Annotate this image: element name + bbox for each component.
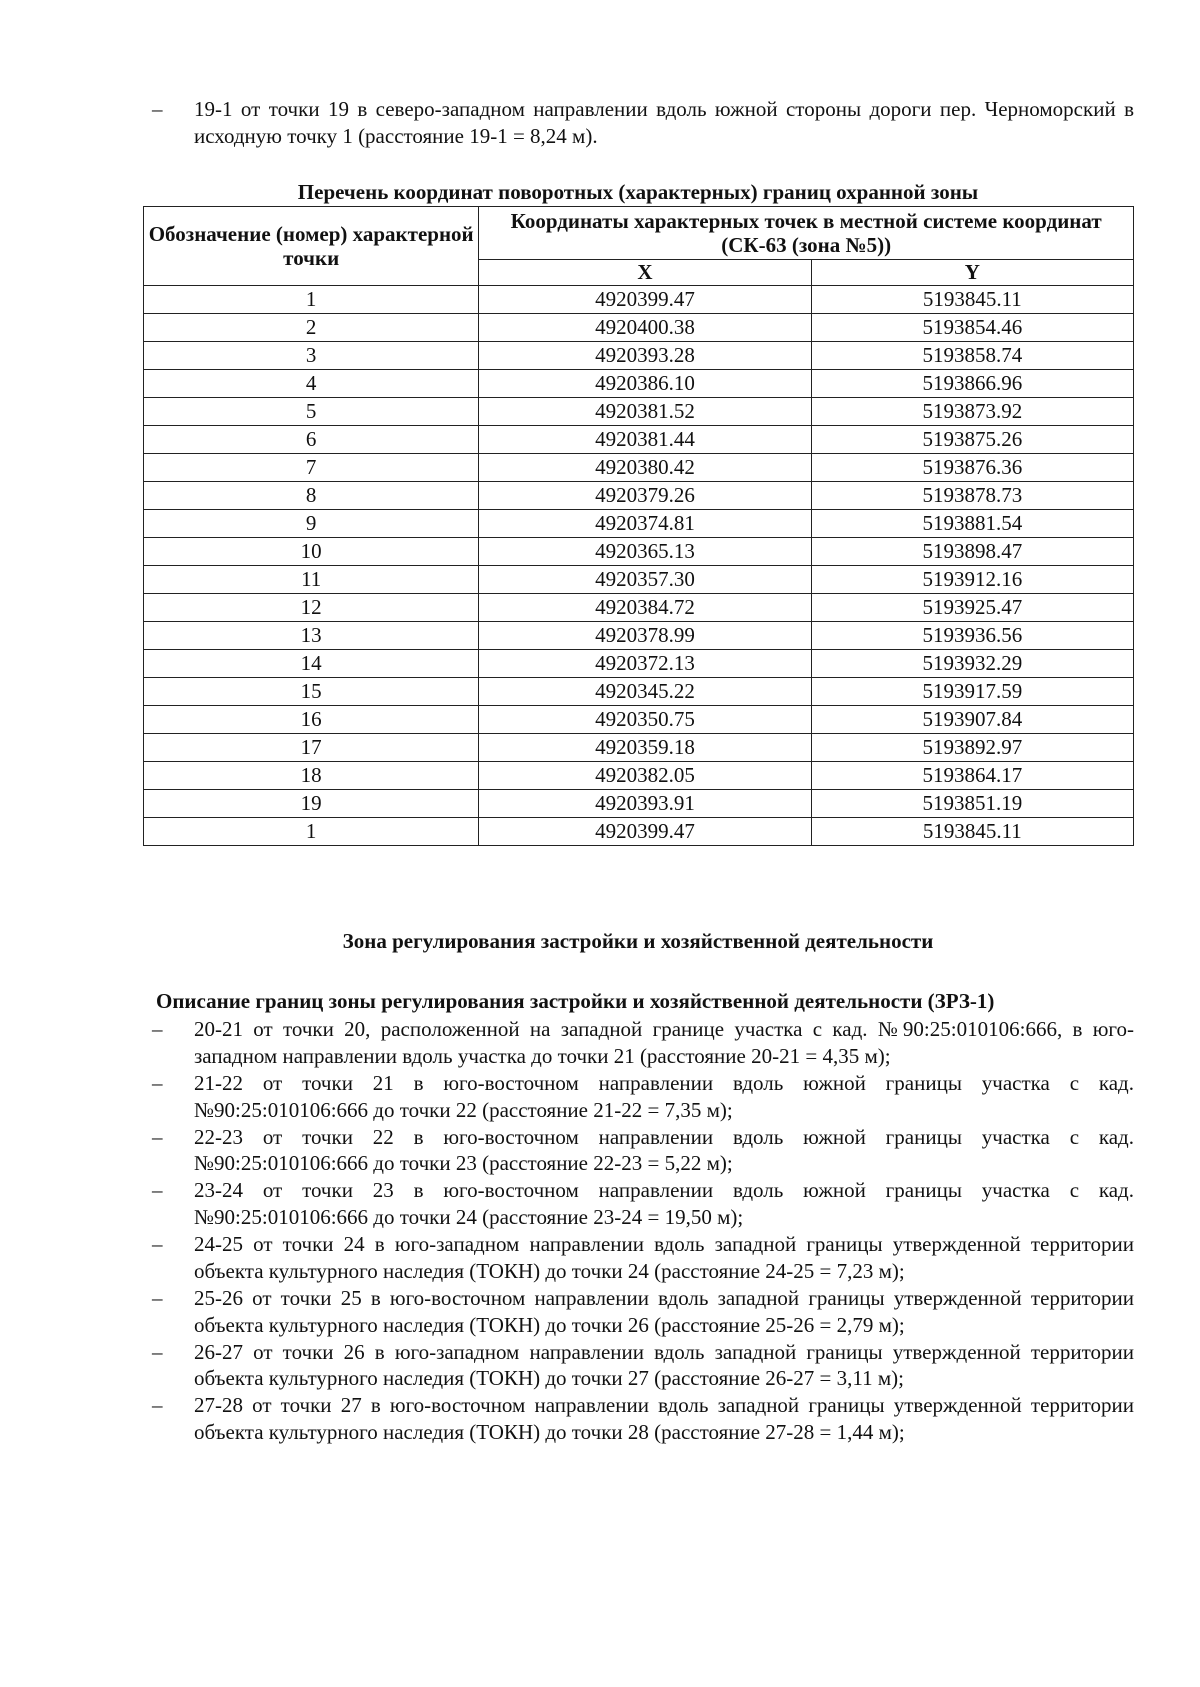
table-row xyxy=(144,538,1134,566)
list-item xyxy=(152,1070,1134,1124)
description-title: Описание границ зоны регулирования застройки и хозяйственной деятельности (ЗРЗ-1) xyxy=(156,989,995,1013)
list-item-text: 19-1 от точки 19 в северо-западном направлении вдоль южной стороны дороги пер. Черноморский в исходную точку 1 (расстояние 19-1 = 8,24 м). xyxy=(194,97,1134,148)
x-coordinate-cell: 4920374.81 xyxy=(479,510,811,538)
x-coordinate-cell: 4920359.18 xyxy=(479,734,811,762)
y-coordinate-cell: 5193878.73 xyxy=(811,482,1133,510)
y-coordinate-cell: 5193845.11 xyxy=(811,286,1133,314)
point-number-cell: 7 xyxy=(144,454,479,482)
table-row xyxy=(144,762,1134,790)
coordinates-table xyxy=(143,206,1134,846)
table-row xyxy=(144,510,1134,538)
point-number-cell: 1 xyxy=(144,286,479,314)
list-item xyxy=(152,1339,1134,1393)
point-number-cell: 13 xyxy=(144,622,479,650)
x-coordinate-cell: 4920372.13 xyxy=(479,650,811,678)
y-coordinate-cell: 5193851.19 xyxy=(811,790,1133,818)
y-coordinate-cell: 5193936.56 xyxy=(811,622,1133,650)
dash-marker: – xyxy=(152,97,163,121)
point-number-cell: 6 xyxy=(144,426,479,454)
list-item xyxy=(152,1124,1134,1178)
x-coordinate-cell: 4920393.91 xyxy=(479,790,811,818)
list-item-text: 21-22 от точки 21 в юго-восточном направлении вдоль южной границы участка с кад. №90:25:010106:666 до точки 22 (расстояние 21-22 = 7,35 м); xyxy=(194,1070,1134,1122)
table-row xyxy=(144,734,1134,762)
dash-marker: – xyxy=(152,1017,163,1041)
header-x: X xyxy=(479,260,811,286)
point-number-cell: 2 xyxy=(144,314,479,342)
point-number-cell: 4 xyxy=(144,370,479,398)
point-number-cell: 15 xyxy=(144,678,479,706)
y-coordinate-cell: 5193866.96 xyxy=(811,370,1133,398)
header-coords: Координаты характерных точек в местной системе координат (СК-63 (зона №5)) xyxy=(479,207,1134,260)
list-item xyxy=(152,1177,1134,1231)
table-row xyxy=(144,482,1134,510)
x-coordinate-cell: 4920393.28 xyxy=(479,342,811,370)
list-item-text: 23-24 от точки 23 в юго-восточном направлении вдоль южной границы участка с кад. №90:25:010106:666 до точки 24 (расстояние 23-24 = 19,50 м); xyxy=(194,1178,1134,1230)
point-number-cell: 16 xyxy=(144,706,479,734)
y-coordinate-cell: 5193907.84 xyxy=(811,706,1133,734)
coordinates-table-body xyxy=(144,286,1134,846)
table-row xyxy=(144,426,1134,454)
y-coordinate-cell: 5193854.46 xyxy=(811,314,1133,342)
table-row xyxy=(144,454,1134,482)
list-item xyxy=(152,1231,1134,1285)
point-number-cell: 9 xyxy=(144,510,479,538)
y-coordinate-cell: 5193917.59 xyxy=(811,678,1133,706)
header-point: Обозначение (номер) характерной точки xyxy=(144,207,479,286)
x-coordinate-cell: 4920380.42 xyxy=(479,454,811,482)
y-coordinate-cell: 5193892.97 xyxy=(811,734,1133,762)
point-number-cell: 14 xyxy=(144,650,479,678)
dash-marker: – xyxy=(152,1393,163,1418)
y-coordinate-cell: 5193876.36 xyxy=(811,454,1133,482)
point-number-cell: 12 xyxy=(144,594,479,622)
list-item-text: 24-25 от точки 24 в юго-западном направлении вдоль западной границы утвержденной территории объекта культурного наследия (ТОКН) до точки 24 (расстояние 24-25 = 7,23 м); xyxy=(194,1232,1134,1283)
table-row xyxy=(144,818,1134,846)
point-number-cell: 8 xyxy=(144,482,479,510)
x-coordinate-cell: 4920399.47 xyxy=(479,818,811,846)
zone-title: Зона регулирования застройки и хозяйственной деятельности xyxy=(342,929,934,953)
intro-list xyxy=(152,96,1134,150)
table-row xyxy=(144,314,1134,342)
point-number-cell: 19 xyxy=(144,790,479,818)
point-number-cell: 1 xyxy=(144,818,479,846)
table-row xyxy=(144,286,1134,314)
y-coordinate-cell: 5193898.47 xyxy=(811,538,1133,566)
y-coordinate-cell: 5193912.16 xyxy=(811,566,1133,594)
point-number-cell: 18 xyxy=(144,762,479,790)
point-number-cell: 5 xyxy=(144,398,479,426)
point-number-cell: 3 xyxy=(144,342,479,370)
list-item-text: 22-23 от точки 22 в юго-восточном направлении вдоль южной границы участка с кад. №90:25:010106:666 до точки 23 (расстояние 22-23 = 5,22 м); xyxy=(194,1124,1134,1176)
list-item xyxy=(152,1392,1134,1446)
list-item xyxy=(152,1285,1134,1339)
x-coordinate-cell: 4920381.44 xyxy=(479,426,811,454)
table-row xyxy=(144,622,1134,650)
x-coordinate-cell: 4920386.10 xyxy=(479,370,811,398)
x-coordinate-cell: 4920345.22 xyxy=(479,678,811,706)
dash-marker: – xyxy=(152,1124,163,1149)
table-row xyxy=(144,342,1134,370)
point-number-cell: 11 xyxy=(144,566,479,594)
table-row xyxy=(144,706,1134,734)
list-item-text: 26-27 от точки 26 в юго-западном направлении вдоль западной границы утвержденной территории объекта культурного наследия (ТОКН) до точки 27 (расстояние 26-27 = 3,11 м); xyxy=(194,1339,1134,1391)
table-row xyxy=(144,790,1134,818)
y-coordinate-cell: 5193932.29 xyxy=(811,650,1133,678)
header-y: Y xyxy=(811,260,1133,286)
table-row xyxy=(144,594,1134,622)
dash-marker: – xyxy=(152,1178,163,1203)
y-coordinate-cell: 5193845.11 xyxy=(811,818,1133,846)
x-coordinate-cell: 4920399.47 xyxy=(479,286,811,314)
list-item-text: 25-26 от точки 25 в юго-восточном направлении вдоль западной границы утвержденной территории объекта культурного наследия (ТОКН) до точки 26 (расстояние 25-26 = 2,79 м); xyxy=(194,1285,1134,1337)
y-coordinate-cell: 5193864.17 xyxy=(811,762,1133,790)
zrz-boundary-list xyxy=(152,1016,1134,1446)
list-item-text: 27-28 от точки 27 в юго-восточном направлении вдоль западной границы утвержденной территории объекта культурного наследия (ТОКН) до точки 28 (расстояние 27-28 = 1,44 м); xyxy=(194,1393,1134,1445)
x-coordinate-cell: 4920382.05 xyxy=(479,762,811,790)
table-row xyxy=(144,370,1134,398)
dash-marker: – xyxy=(152,1070,163,1095)
y-coordinate-cell: 5193875.26 xyxy=(811,426,1133,454)
y-coordinate-cell: 5193858.74 xyxy=(811,342,1133,370)
table-title: Перечень координат поворотных (характерных) границ охранной зоны xyxy=(297,180,979,204)
y-coordinate-cell: 5193925.47 xyxy=(811,594,1133,622)
dash-marker: – xyxy=(152,1232,163,1256)
dash-marker: – xyxy=(152,1285,163,1310)
x-coordinate-cell: 4920378.99 xyxy=(479,622,811,650)
list-item xyxy=(152,96,1134,150)
point-number-cell: 10 xyxy=(144,538,479,566)
x-coordinate-cell: 4920365.13 xyxy=(479,538,811,566)
table-row xyxy=(144,566,1134,594)
table-row xyxy=(144,398,1134,426)
list-item-text: 20-21 от точки 20, расположенной на западной границе участка с кад. №90:25:010106:666, в юго-западном направлении вдоль участка до точки 21 (расстояние 20-21 = 4,35 м); xyxy=(194,1017,1134,1068)
x-coordinate-cell: 4920400.38 xyxy=(479,314,811,342)
x-coordinate-cell: 4920381.52 xyxy=(479,398,811,426)
table-row xyxy=(144,678,1134,706)
point-number-cell: 17 xyxy=(144,734,479,762)
x-coordinate-cell: 4920379.26 xyxy=(479,482,811,510)
list-item xyxy=(152,1016,1134,1070)
dash-marker: – xyxy=(152,1339,163,1364)
y-coordinate-cell: 5193873.92 xyxy=(811,398,1133,426)
x-coordinate-cell: 4920350.75 xyxy=(479,706,811,734)
table-row xyxy=(144,650,1134,678)
x-coordinate-cell: 4920357.30 xyxy=(479,566,811,594)
y-coordinate-cell: 5193881.54 xyxy=(811,510,1133,538)
x-coordinate-cell: 4920384.72 xyxy=(479,594,811,622)
